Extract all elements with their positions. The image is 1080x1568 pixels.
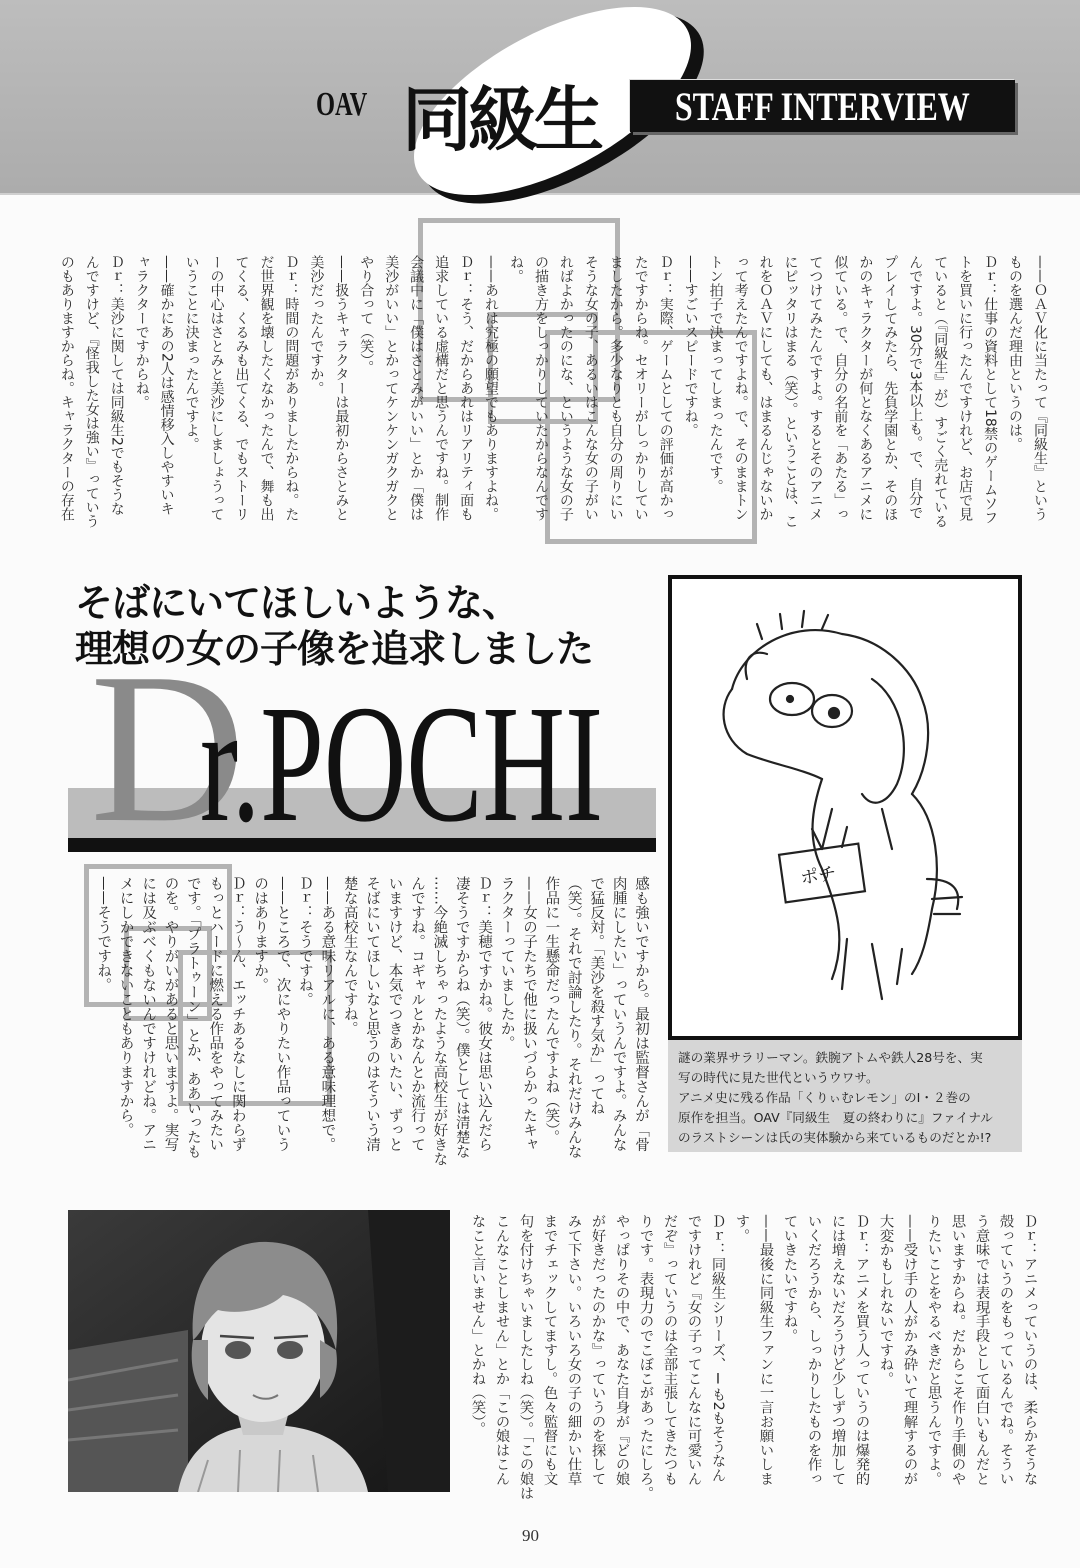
staff-interview-badge — [630, 80, 1015, 132]
text-column: にピッタリはまる（笑）。ということは、こ — [782, 255, 799, 528]
text-column: やっぱりその中で、あなた自身が『どの娘 — [614, 1214, 630, 1486]
text-column: みて下さい。いろいろ女の子の細かい仕草 — [566, 1214, 582, 1486]
text-column: ——最後に同級生ファンに一言お願いしま — [758, 1214, 774, 1486]
text-column: 殻っていうのをもっているんでね。そうい — [998, 1214, 1014, 1486]
text-column: かのキャラクターが何となくあるアニメに — [857, 255, 874, 521]
text-column: なこと言いません」とかね（笑）。 — [470, 1214, 486, 1436]
portrait-illustration — [668, 575, 1022, 1040]
page-title: 同級生 — [402, 83, 600, 160]
text-column: ていきたいですね。 — [782, 1214, 798, 1343]
headline-line: そばにいてほしいような、 — [75, 581, 520, 625]
text-column: ……今絶滅しちゃったような高校生が好きな — [431, 876, 448, 1166]
text-column: 会議中に「僕はさとみがいい」とか「僕は — [408, 255, 425, 521]
text-column: 似ている。で、自分の名前を「あたる」っ — [832, 255, 849, 521]
text-column: Ｄｒ：時間の問題がありましたからね。た — [283, 255, 300, 521]
text-column: れをＯＡＶにしても、はまるんじゃないか — [757, 255, 774, 521]
caption-line: 謎の業界サラリーマン。鉄腕アトムや鉄人28号を、実 — [678, 1050, 983, 1065]
text-column: ——あれは究極の願望でもありますよね。 — [483, 255, 500, 521]
text-column: んですね。コギャルとかなんとか流行って — [408, 876, 425, 1152]
headline-line: 理想の女の子像を追求しました — [75, 627, 594, 671]
caption-line: 原作を担当。OAV『同級生 夏の終わりに』ファイナル — [678, 1110, 993, 1125]
profile-caption — [668, 1040, 1022, 1152]
text-column: プレイしてみたら、先負学園とか、そのほ — [882, 255, 899, 521]
text-column: ——受け手の人がかみ砕いて理解するのが — [902, 1214, 918, 1486]
dog-doodle-icon — [672, 579, 1018, 1036]
text-column: ——ところで、次にやりたい作品っていう — [274, 876, 291, 1152]
text-column: てつけてみたんですよ。するとそのアニメ — [807, 255, 824, 521]
text-column: 美沙だったんですか。 — [308, 255, 325, 395]
text-column: のはありますか。 — [252, 876, 269, 992]
text-column: たですからね。セオリーがしっかりしてい — [632, 255, 649, 521]
text-column: って考えたんですよね。で、そのままトン — [732, 255, 749, 521]
text-column: Ｄｒ：アニメを買う人っていうのは爆発的 — [854, 1214, 870, 1486]
text-column: Ｄｒ：仕事の資料として18禁のゲームソフ — [982, 255, 999, 525]
name-initial: D — [90, 628, 246, 867]
text-column: 感も強いですから。最初は監督さんが「骨 — [633, 876, 649, 1152]
sign-text: ポチ — [799, 863, 838, 889]
text-column: こんなことしません」とか「この娘はこん — [494, 1214, 510, 1486]
text-column: ——確かにあの2人は感情移入しやすいキ — [158, 255, 175, 516]
text-column: ——そうですね。 — [95, 876, 112, 992]
text-column: そうな女の子、あるいはこんな女の子がい — [582, 255, 599, 521]
text-column: りたいことをやるべきだと思うんですよ。 — [926, 1214, 942, 1486]
text-column: ましたから。多少なりとも自分の周りにい — [607, 255, 624, 521]
text-column: 肉腫にしたい」っていうんですよ。みんな — [610, 876, 627, 1152]
interviewee-name: r.POCHI — [200, 671, 604, 857]
text-column: ですけれど『女の子ってこんなに可愛いん — [686, 1214, 702, 1486]
text-column: ればよかったのにな、というような女の子 — [557, 255, 574, 521]
text-column: 作品に一生懸命だったんですよね（笑）。 — [543, 876, 560, 1145]
text-column: Ｄｒ：美沙に関しては同級生2でもそうな — [108, 255, 125, 516]
caption-line: アニメ史に残る作品「くりぃむレモン」のⅠ・２巻の — [678, 1090, 971, 1105]
text-column: す。 — [734, 1214, 750, 1243]
text-column: のを。やりがいがあると思いますよ。実写 — [162, 876, 179, 1152]
staff-interview-label: STAFF INTERVIEW — [675, 83, 970, 129]
text-column: ——女の子たちで他に扱いづらかったキャ — [520, 876, 537, 1152]
text-column: りです。表現力のでこぼこがあったにしろ。 — [638, 1214, 654, 1500]
text-column: ャラクターですからね。 — [133, 255, 150, 409]
text-column: 句を付けちゃいましたしね（笑）。「この娘は — [518, 1214, 534, 1500]
text-column: Ｄｒ：実際、ゲームとしての評価が高かっ — [657, 255, 674, 521]
text-column: いうことに決まったんですよ。 — [183, 255, 200, 451]
text-column: 楚な高校生なんですね。 — [341, 876, 358, 1036]
text-column: には増えないだろうけど少しずつ増加して — [830, 1214, 846, 1486]
caption-line: 写の時代に見た世代というウワサ。 — [678, 1070, 879, 1085]
text-column: の描き方をしっかりしていたからなんです — [532, 255, 549, 521]
text-column: だ世界観を壊したくなかったんで、舞も出 — [258, 255, 275, 521]
text-column: もっとハードに燃える作品をやってみたい — [207, 876, 224, 1152]
anime-still-image — [68, 1210, 450, 1492]
text-column: ——ＯＡＶ化に当たって『同級生』という — [1032, 255, 1048, 521]
text-column: ——扱うキャラクターは最初からさとみと — [333, 255, 350, 521]
text-column: ーの中心はさとみと美沙にしましょうって — [208, 255, 225, 521]
text-column: ね。 — [507, 255, 524, 283]
interview-text-middle — [92, 876, 652, 1171]
text-column: んですけど、『怪我した女は強い』っていう — [83, 255, 100, 528]
text-column: トを買いに行ったんですけれど、お店で見 — [957, 255, 974, 521]
text-column: いくだろうから、しっかりしたものを作っ — [806, 1214, 822, 1486]
page-number: 90 — [522, 1526, 539, 1545]
text-column: 追求している虚構だと思うんですね。制作 — [433, 255, 450, 521]
text-column: やり合って（笑）。 — [358, 255, 375, 374]
text-column: Ｄｒ：同級生シリーズ、Ⅰも2もそうなん — [710, 1214, 726, 1483]
text-column: には及ぶべくもないんですけれどね。アニ — [140, 876, 157, 1152]
text-column: Ｄｒ：アニメっていうのは、柔らかそうな — [1022, 1214, 1038, 1486]
text-column: で猛反対。「美沙を殺す気か」ってね — [588, 876, 605, 1116]
text-column: メにしかできないこともありますから。 — [117, 876, 134, 1137]
text-column: が好きだったのかな』っていうのを探して — [590, 1214, 606, 1486]
text-column: ——ある意味リアルに、ある意味理想で。 — [319, 876, 336, 1152]
text-column: までチェックしてますし。色々監督にも文 — [542, 1214, 558, 1486]
text-column: てくる、くるみも出てくる、でもストーリ — [233, 255, 250, 521]
text-column: ていると（『同級生』が）すごく売れている — [932, 255, 949, 528]
text-column: ラクターっていましたか。 — [498, 876, 515, 1050]
header-band — [0, 0, 1080, 195]
text-column: トン拍子で決まってしまったんです。 — [707, 255, 724, 493]
text-column: そばにいてほしいなと思うのはそういう清 — [364, 876, 381, 1152]
text-column: Ｄｒ：そうですね。 — [296, 876, 313, 1007]
text-column: Ｄｒ：美穂ですかね。彼女は思い込んだら — [476, 876, 493, 1152]
title-prefix: OAV — [316, 86, 368, 123]
text-column: 大変かもしれないですね。 — [878, 1214, 894, 1386]
text-column: ものを選んだ理由というのは。 — [1007, 255, 1024, 451]
text-column: いますけど、本気でつきあいたい、ずっと — [386, 876, 403, 1152]
text-column: ——すごいスピードですね。 — [682, 255, 699, 437]
caption-line: のラストシーンは氏の実体験から来ているものだとか!? — [678, 1130, 992, 1145]
text-column: です。「プラトゥーン」とか、ああいったも — [184, 876, 201, 1159]
text-column: 思いますからね。だからこそ作り手側のや — [950, 1214, 966, 1486]
text-column: 美沙がいい」とかってケンケンガクガクと — [383, 255, 400, 521]
interview-text-top — [52, 255, 1052, 530]
anime-girl-image — [68, 1210, 450, 1492]
text-column: う意味では表現手段として面白いもんだと — [974, 1214, 990, 1486]
text-column: Ｄｒ：そう、だからあれはリアリティ面も — [458, 255, 475, 521]
text-column: 凄そうですからね（笑）。僕としては清楚な — [453, 876, 470, 1159]
text-column: んですよ。30分で3本以上も。で、自分で — [907, 255, 924, 520]
text-column: Ｄｒ：う～ん、エッチあるなしに関わらず — [229, 876, 246, 1152]
headline — [75, 580, 593, 672]
text-column: だぞ』っていうのは全部主張してきたつも — [662, 1214, 678, 1486]
text-column: のもありますからね。キャラクターの存在 — [58, 255, 75, 521]
text-column: （笑）。それで討論したり。それだけみんな — [565, 876, 582, 1159]
interview-text-bottom — [466, 1214, 1042, 1500]
